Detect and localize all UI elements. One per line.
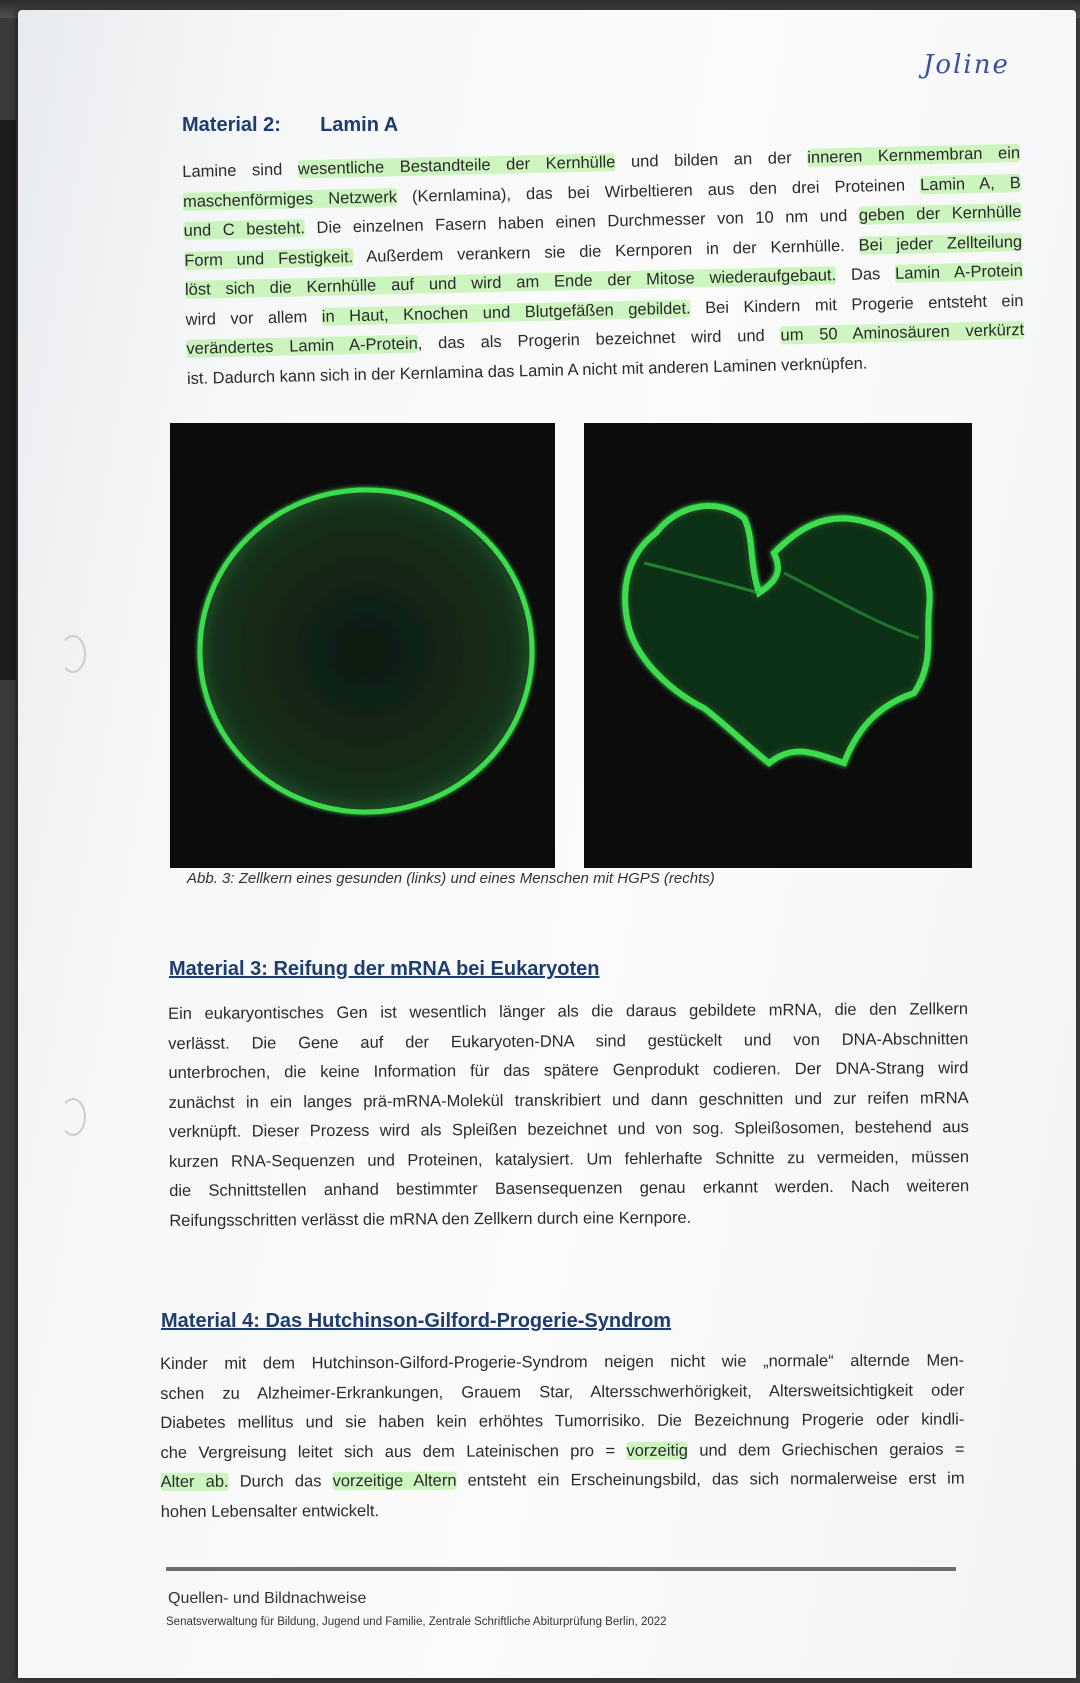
material-3-line: kurzen RNA-Sequenzen und Proteinen, katalysiert. Um fehlerhafte Schnitte zu vermeiden, müssen xyxy=(168,1147,970,1171)
material-3-line: Reifungsschritten verlässt die mRNA den Zellkern durch eine Kernpore. xyxy=(169,1208,692,1230)
material-4-heading: Material 4: Das Hutchinson-Gilford-Progerie-Syndrom xyxy=(161,1310,672,1332)
figure-caption: Abb. 3: Zellkern eines gesunden (links) und eines Menschen mit HGPS (rechts) xyxy=(187,870,715,887)
highlighted-text: vorzeitige Altern xyxy=(332,1471,457,1491)
material-2-line: löst sich die Kernhülle auf und wird am Ende der Mitose wiederaufgebaut. Das Lamin A-Protein xyxy=(184,261,1023,299)
highlighted-text: verändertes Lamin A-Protein xyxy=(186,334,419,358)
material-3-line: unterbrochen, die keine Information für das spätere Genprodukt codieren. Der DNA-Strang wird xyxy=(168,1059,969,1082)
sources-title: Quellen- und Bildnachweise xyxy=(168,1590,367,1607)
highlighted-text: Lamin A, B xyxy=(919,173,1021,194)
material-2-line: verändertes Lamin A-Protein, das als Progerin bezeichnet wird und um 50 Aminosäuren verkürzt xyxy=(186,320,1025,358)
material-3-line: zunächst in ein langes prä-mRNA-Molekül transkribiert und dann geschnitten und zur reifen mRNA xyxy=(168,1088,969,1112)
material-2-line: Form und Festigkeit. Außerdem verankern sie die Kernporen in der Kernhülle. Bei jeder Zellteilung xyxy=(184,232,1023,270)
material-2-heading xyxy=(182,114,398,137)
highlighted-text: maschenförmiges Netzwerk xyxy=(182,187,398,211)
highlighted-text: vorzeitig xyxy=(626,1441,688,1460)
material-3-line: verlässt. Die Gene auf der Eukaryoten-DNA sind gestückelt und von DNA-Abschnitten xyxy=(168,1029,969,1053)
highlighted-text: in Haut, Knochen und Blutgefäßen gebildet. xyxy=(321,299,691,326)
highlighted-text: um 50 Aminosäuren verkürzt xyxy=(780,320,1025,345)
material-4-line: schen zu Alzheimer-Erkrankungen, Grauem Star, Altersschwerhörigkeit, Altersweitsichtigkeit oder xyxy=(160,1380,965,1403)
punch-hole-upper xyxy=(60,635,86,673)
micrograph-healthy-nucleus xyxy=(170,423,555,868)
material-4-line: Kinder mit dem Hutchinson-Gilford-Progerie-Syndrom neigen nicht wie „normale“ alternde Men- xyxy=(160,1351,965,1373)
punch-hole-lower xyxy=(60,1098,86,1136)
material-2-line: Lamine sind wesentliche Bestandteile der Kernhülle und bilden an der inneren Kernmembran ein xyxy=(182,143,1021,181)
material-4-paragraph xyxy=(160,1346,965,1527)
hgps-nucleus-image xyxy=(584,423,972,868)
footer-rule xyxy=(166,1567,956,1571)
highlighted-text: Lamin A-Protein xyxy=(894,261,1023,283)
highlighted-text: Alter ab. xyxy=(160,1472,229,1491)
highlighted-text: geben der Kernhülle xyxy=(858,202,1022,225)
sources-text: Senatsverwaltung für Bildung, Jugend und Familie, Zentrale Schriftliche Abiturprüfung Berlin, 2022 xyxy=(166,1616,667,1628)
material-2-line: maschenförmiges Netzwerk (Kernlamina), das bei Wirbeltieren aus den drei Proteinen Lamin A, B xyxy=(182,173,1021,211)
material-2-line: wird vor allem in Haut, Knochen und Blutgefäßen gebildet. Bei Kindern mit Progerie entsteht ein xyxy=(185,291,1024,329)
highlighted-text: wesentliche Bestandteile der Kernhülle xyxy=(297,153,616,179)
micrograph-hgps-nucleus xyxy=(584,423,972,868)
material-2-title: Lamin A xyxy=(320,114,399,136)
material-3-line: Ein eukaryontisches Gen ist wesentlich länger als die daraus gebildete mRNA, die den Zellkern xyxy=(168,1000,969,1023)
highlighted-text: inneren Kernmembran ein xyxy=(807,143,1021,167)
highlighted-text: Form und Festigkeit. xyxy=(184,247,354,270)
material-4-line: Alter ab. Durch das vorzeitige Altern entsteht ein Erscheinungsbild, das sich normalerweise erst im xyxy=(160,1469,965,1491)
material-4-line: che Vergreisung leitet sich aus dem Lateinischen pro = vorzeitig und dem Griechischen geraios = xyxy=(160,1439,965,1462)
material-3-paragraph xyxy=(168,995,969,1236)
material-3-heading: Material 3: Reifung der mRNA bei Eukaryoten xyxy=(169,958,600,980)
highlighted-text: und C besteht. xyxy=(183,219,306,240)
material-2-line: und C besteht. Die einzelnen Fasern haben einen Durchmesser von 10 nm und geben der Kernhülle xyxy=(183,202,1022,240)
material-2-label: Material 2: xyxy=(182,114,281,136)
material-2-line: ist. Dadurch kann sich in der Kernlamina das Lamin A nicht mit anderen Laminen verknüpfen. xyxy=(186,354,868,388)
healthy-nucleus-image xyxy=(170,423,555,868)
material-3-line: verknüpft. Dieser Prozess wird als Spleißen bezeichnet und von sog. Spleißosomen, bestehend aus xyxy=(168,1118,969,1141)
material-2-paragraph xyxy=(182,139,1025,394)
highlighted-text: löst sich die Kernhülle auf und wird am Ende der Mitose wiederaufgebaut. xyxy=(184,266,837,299)
highlighted-text: Bei jeder Zellteilung xyxy=(858,232,1023,255)
material-4-line: hohen Lebensalter entwickelt. xyxy=(160,1501,380,1521)
background-edge xyxy=(0,120,16,680)
paper-sheet xyxy=(18,10,1076,1678)
handwritten-name: Joline xyxy=(923,50,1010,80)
material-3-line: die Schnittstellen anhand bestimmter Basensequenzen genau erkannt werden. Nach weiteren xyxy=(169,1177,970,1200)
material-4-line: Diabetes mellitus und sie haben kein erhöhtes Tumorrisiko. Die Bezeichnung Progerie oder kindli- xyxy=(160,1410,965,1432)
